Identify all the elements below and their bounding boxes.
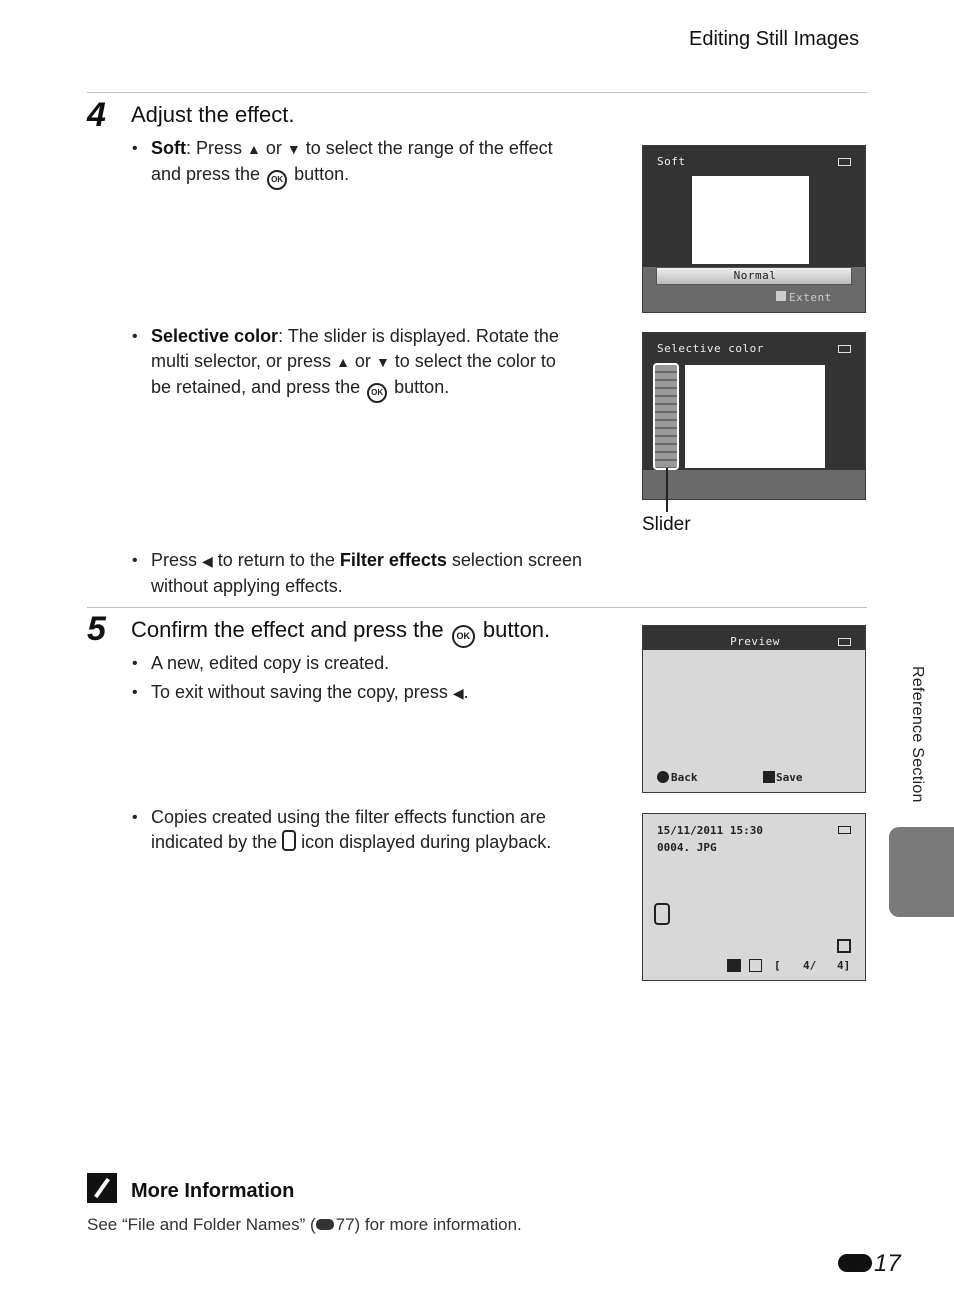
playback-counter: 4/ xyxy=(803,959,817,972)
ok-button-icon: OK xyxy=(452,625,475,648)
battery-icon xyxy=(838,158,851,166)
up-arrow-icon: ▲ xyxy=(247,141,261,157)
filter-effects-icon xyxy=(282,830,296,851)
soft-instruction: • Soft: Press ▲ or ▼ to select the range of the effect and press the OK button. xyxy=(151,136,601,190)
updown-icon xyxy=(776,291,786,301)
ok-button-icon: OK xyxy=(367,383,387,403)
bullet: • xyxy=(132,809,138,826)
screen-title: Preview xyxy=(730,635,780,648)
ok-icon xyxy=(727,959,741,972)
down-arrow-icon: ▼ xyxy=(286,141,301,157)
step-5-bullet-3: • Copies created using the filter effects function are indicated by the icon displayed during playback. xyxy=(132,807,552,852)
ok-button-icon: OK xyxy=(267,170,287,190)
left-arrow-icon: ◀ xyxy=(452,685,464,701)
bullet: • xyxy=(132,328,138,345)
filter-effects-icon xyxy=(654,903,670,925)
step-number-4: 4 xyxy=(87,96,106,134)
color-slider xyxy=(653,363,679,470)
playback-total: 4] xyxy=(837,959,851,972)
page-number: 17 xyxy=(838,1250,901,1278)
screen-title: Soft xyxy=(657,155,686,168)
extent-hint: Extent xyxy=(789,291,832,304)
up-arrow-icon: ▲ xyxy=(336,354,350,370)
selective-color-instruction: • Selective color: The slider is displayed. Rotate the multi selector, or press ▲ or ▼ to select the color to be retained, and press the OK button. xyxy=(151,324,611,403)
e-reference-icon xyxy=(316,1219,334,1230)
side-tab-label: Reference Section xyxy=(909,666,926,803)
option-label: Normal xyxy=(733,269,777,282)
preview-image xyxy=(685,365,825,468)
playback-screen xyxy=(642,813,866,981)
star-icon xyxy=(749,959,762,972)
playback-filename: 0004. JPG xyxy=(657,841,717,854)
back-label: Back xyxy=(671,771,698,784)
bullet: • xyxy=(132,140,138,157)
battery-icon xyxy=(838,345,851,353)
save-label: Save xyxy=(776,771,803,784)
slider-callout-label: Slider xyxy=(642,514,691,535)
battery-icon xyxy=(838,638,851,646)
back-icon xyxy=(657,771,669,783)
bullet: • xyxy=(132,552,138,569)
more-info-text: See “File and Folder Names” ( 77) for more information. xyxy=(87,1215,522,1234)
preview-image xyxy=(692,176,809,264)
playback-bracket: [ xyxy=(774,959,781,972)
down-arrow-icon: ▼ xyxy=(375,354,390,370)
ok-save-icon xyxy=(763,771,775,783)
note-icon xyxy=(87,1173,117,1203)
header-rule xyxy=(87,92,867,93)
more-info-title: More Information xyxy=(131,1180,295,1202)
running-header: Editing Still Images xyxy=(689,28,860,50)
step-4-title: Adjust the effect. xyxy=(131,102,295,127)
selective-color-screen xyxy=(642,332,866,500)
battery-icon xyxy=(838,826,851,834)
section-rule xyxy=(87,607,867,608)
step-number-5: 5 xyxy=(87,610,106,648)
step-5-bullet-2: • To exit without saving the copy, press ◀. xyxy=(151,680,611,706)
soft-screen xyxy=(642,145,866,313)
step-5-title: Confirm the effect and press the OK button. xyxy=(131,617,550,648)
return-instruction: • Press ◀ to return to the Filter effects selection screen without applying effects. xyxy=(132,550,582,596)
playback-datetime: 15/11/2011 15:30 xyxy=(657,824,763,837)
image-size-icon xyxy=(837,939,851,953)
step-5-bullet-1: • A new, edited copy is created. xyxy=(151,651,611,676)
left-arrow-icon: ◀ xyxy=(202,553,213,569)
bullet: • xyxy=(132,684,138,701)
side-tab xyxy=(889,827,954,917)
bullet: • xyxy=(132,655,138,672)
screen-title: Selective color xyxy=(657,342,764,355)
preview-screen xyxy=(642,625,866,793)
slider-callout-line xyxy=(666,468,668,512)
e-reference-icon xyxy=(838,1254,872,1272)
